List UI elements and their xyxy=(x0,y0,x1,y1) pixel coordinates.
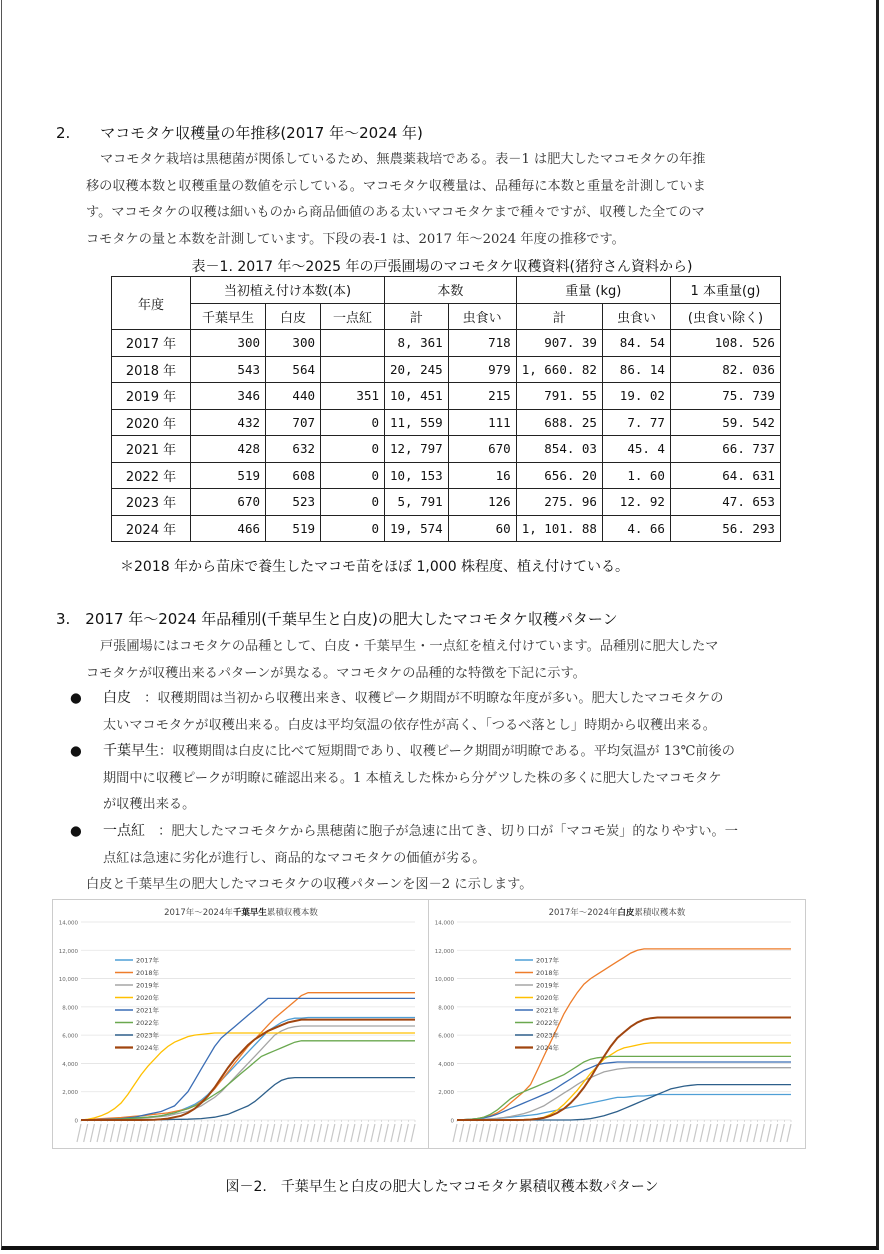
table-cell: 440 xyxy=(266,383,321,410)
table-cell: 718 xyxy=(448,330,516,357)
legend-label: 2023年 xyxy=(136,1031,160,1040)
chart-x-tick-label-mark xyxy=(197,1124,201,1142)
chart-y-tick-label: 2,000 xyxy=(62,1090,78,1097)
chart-x-tick-label-mark xyxy=(714,1124,718,1142)
chart-y-tick-label: 4,000 xyxy=(62,1061,78,1068)
section-3-heading: 3. 2017 年～2024 年品種別(千葉早生と白皮)の肥大したマコモタケ収穫パターン xyxy=(56,610,618,628)
chart-x-tick-label-mark xyxy=(211,1124,215,1142)
chart-y-tick-label: 2,000 xyxy=(438,1090,454,1097)
table-caption: 表－1. 2017 年～2025 年の戸張圃場のマコモタケ収穫資料(猪狩さん資料から) xyxy=(191,259,693,275)
chart-x-tick-label-mark xyxy=(620,1124,624,1142)
chart-y-tick-label: 10,000 xyxy=(434,977,454,984)
chart-chiba xyxy=(52,899,430,1149)
table-cell: 523 xyxy=(266,489,321,516)
table-cell: 0 xyxy=(321,489,385,516)
chart-x-tick-label-mark xyxy=(237,1124,241,1142)
chart-x-tick-label-mark xyxy=(338,1124,342,1142)
chart-x-tick-label-mark xyxy=(460,1124,464,1142)
header-count-bug: 虫食い xyxy=(448,303,516,330)
legend-label: 2024年 xyxy=(536,1043,560,1052)
chart-x-tick-label-mark xyxy=(754,1124,758,1142)
table-cell: 670 xyxy=(191,489,266,516)
legend-label: 2019年 xyxy=(536,981,560,990)
chart-x-tick-label-mark xyxy=(224,1124,228,1142)
chart-x-tick-label-mark xyxy=(184,1124,188,1142)
chart-x-tick-label-mark xyxy=(533,1124,537,1142)
table-row xyxy=(112,436,781,463)
chart-x-tick-label-mark xyxy=(217,1124,221,1142)
chart-x-tick-label-mark xyxy=(667,1124,671,1142)
table-cell: 19, 574 xyxy=(385,515,449,542)
chart-x-tick-label-mark xyxy=(297,1124,301,1142)
table-cell: 432 xyxy=(191,409,266,436)
legend-label: 2019年 xyxy=(136,981,160,990)
chart-x-tick-label-mark xyxy=(553,1124,557,1142)
chart-x-tick-label-mark xyxy=(473,1124,477,1142)
chart-shirakawa-svg xyxy=(429,900,805,1148)
table-cell: 275. 96 xyxy=(516,489,602,516)
chart-x-tick-label-mark xyxy=(740,1124,744,1142)
chart-y-tick-label: 0 xyxy=(74,1118,78,1125)
table-row xyxy=(112,409,781,436)
chart-x-tick-label-mark xyxy=(647,1124,651,1142)
chart-y-tick-label: 10,000 xyxy=(58,977,78,984)
table-cell: 60 xyxy=(448,515,516,542)
chart-x-tick-label-mark xyxy=(251,1124,255,1142)
chart-x-tick-label-mark xyxy=(150,1124,154,1142)
table-cell: 75. 739 xyxy=(670,383,780,410)
chart-x-tick-label-mark xyxy=(244,1124,248,1142)
table-cell: 0 xyxy=(321,409,385,436)
chart-x-tick-label-mark xyxy=(371,1124,375,1142)
header-count: 本数 xyxy=(385,277,517,304)
table-cell: 86. 14 xyxy=(602,356,670,383)
chart-x-tick-label-mark xyxy=(117,1124,121,1142)
table-header-row xyxy=(112,277,781,304)
header-unit-weight: 1 本重量(g) xyxy=(670,277,780,304)
table-cell: 466 xyxy=(191,515,266,542)
chart-x-tick-label-mark xyxy=(130,1124,134,1142)
table-cell: 346 xyxy=(191,383,266,410)
chart-x-tick-label-mark xyxy=(673,1124,677,1142)
chart-y-tick-label: 12,000 xyxy=(58,948,78,955)
chart-x-tick-label-mark xyxy=(171,1124,175,1142)
bullet-sep: ： xyxy=(145,824,172,839)
chart-x-tick-label-mark xyxy=(157,1124,161,1142)
table-cell-year: 2022 年 xyxy=(112,462,191,489)
chart-x-tick-label-mark xyxy=(613,1124,617,1142)
chart-x-tick-label-mark xyxy=(191,1124,195,1142)
bullet-dot: ● xyxy=(70,823,82,839)
chart-x-tick-label-mark xyxy=(104,1124,108,1142)
header-excl: (虫食い除く) xyxy=(670,303,780,330)
chart-series-line xyxy=(81,998,415,1120)
chart-x-tick-label-mark xyxy=(137,1124,141,1142)
section-3-line: 戸張圃場にはコモタケの品種として、白皮・千葉早生・一点紅を植え付けています。品種別に肥大したマ xyxy=(100,639,719,654)
table-cell: 7. 77 xyxy=(602,409,670,436)
bullet-sep: ： xyxy=(159,744,173,759)
table-subheader-row xyxy=(112,303,781,330)
chart-chiba-svg xyxy=(53,900,429,1148)
chart-x-tick-label-mark xyxy=(506,1124,510,1142)
table-cell: 8, 361 xyxy=(385,330,449,357)
table-cell-year: 2017 年 xyxy=(112,330,191,357)
chart-x-tick-label-mark xyxy=(707,1124,711,1142)
legend-label: 2017年 xyxy=(536,956,560,965)
chart-x-tick-label-mark xyxy=(607,1124,611,1142)
legend-label: 2017年 xyxy=(136,956,160,965)
chart-x-tick-label-mark xyxy=(633,1124,637,1142)
chart-y-tick-label: 4,000 xyxy=(438,1061,454,1068)
chart-x-tick-label-mark xyxy=(693,1124,697,1142)
chart-x-tick-label-mark xyxy=(264,1124,268,1142)
table-cell: 979 xyxy=(448,356,516,383)
table-row xyxy=(112,330,781,357)
chart-x-tick-label-mark xyxy=(164,1124,168,1142)
header-year: 年度 xyxy=(112,277,191,330)
table-cell: 10, 153 xyxy=(385,462,449,489)
table-cell: 5, 791 xyxy=(385,489,449,516)
table-cell: 16 xyxy=(448,462,516,489)
section-2-line: 移の収穫本数と収穫重量の数値を示している。マコモタケ収穫量は、品種毎に本数と重量を計測していま xyxy=(86,178,706,194)
section-2-heading: 2. マコモタケ収穫量の年推移(2017 年～2024 年) xyxy=(56,124,423,142)
header-weight-bug: 虫食い xyxy=(602,303,670,330)
header-count-total: 計 xyxy=(385,303,449,330)
chart-x-tick-label-mark xyxy=(358,1124,362,1142)
table-cell: 56. 293 xyxy=(670,515,780,542)
chart-x-tick-label-mark xyxy=(727,1124,731,1142)
chart-shirakawa xyxy=(428,899,806,1149)
chart-x-tick-label-mark xyxy=(547,1124,551,1142)
section-3-line: コモタケが収穫出来るパターンが異なる。マコモタケの品種的な特徴を下記に示す。 xyxy=(86,665,586,681)
chart-x-tick-label-mark xyxy=(331,1124,335,1142)
chart-x-tick-label-mark xyxy=(526,1124,530,1142)
chart-x-tick-label-mark xyxy=(466,1124,470,1142)
chart-title: 2017年～2024年千葉早生累積収穫本数 xyxy=(164,908,318,918)
table-cell: 64. 631 xyxy=(670,462,780,489)
table-cell: 108. 526 xyxy=(670,330,780,357)
header-chiba: 千葉早生 xyxy=(191,303,266,330)
table-row xyxy=(112,383,781,410)
chart-x-tick-label-mark xyxy=(144,1124,148,1142)
chart-series-line xyxy=(457,1095,791,1121)
table-cell-year: 2018 年 xyxy=(112,356,191,383)
table-cell: 4. 66 xyxy=(602,515,670,542)
legend-label: 2018年 xyxy=(536,968,560,977)
legend-label: 2018年 xyxy=(136,968,160,977)
header-weight: 重量 (kg) xyxy=(516,277,670,304)
chart-x-tick-label-mark xyxy=(351,1124,355,1142)
legend-label: 2022年 xyxy=(536,1018,560,1027)
table-cell: 66. 737 xyxy=(670,436,780,463)
chart-x-tick-label-mark xyxy=(767,1124,771,1142)
legend-label: 2021年 xyxy=(136,1006,160,1015)
bullet-item-shirakawa xyxy=(103,685,833,739)
bullet-line: 期間中に収穫ピークが明瞭に確認出来る。1 本植えした株から分ゲツした株の多くに肥大したマコモタケ xyxy=(103,770,722,786)
chart-x-tick-label-mark xyxy=(344,1124,348,1142)
chart-x-tick-label-mark xyxy=(284,1124,288,1142)
table-cell: 656. 20 xyxy=(516,462,602,489)
section-2-paragraph xyxy=(86,147,826,253)
table-cell: 20, 245 xyxy=(385,356,449,383)
bullet-line: 収穫期間は当初から収穫出来き、収穫ピーク期間が不明瞭な年度が多い。肥大したマコモタケの xyxy=(157,691,724,706)
bullet-item-chiba xyxy=(103,738,833,819)
chart-x-tick-label-mark xyxy=(734,1124,738,1142)
bullet-dot: ● xyxy=(70,743,82,759)
bullet-line: 点紅は急速に劣化が進行し、商品的なマコモタケの価値が劣る。 xyxy=(103,850,486,866)
table-cell: 854. 03 xyxy=(516,436,602,463)
chart-x-tick-label-mark xyxy=(324,1124,328,1142)
section-2-line: マコモタケ栽培は黒穂菌が関係しているため、無農薬栽培である。表－1 は肥大したマコモタケの年推 xyxy=(100,152,706,167)
table-cell-year: 2019 年 xyxy=(112,383,191,410)
chart-y-tick-label: 6,000 xyxy=(438,1033,454,1040)
bullet-term: 白皮 xyxy=(103,690,131,706)
chart-x-tick-label-mark xyxy=(411,1124,415,1142)
chart-series-line xyxy=(81,993,415,1120)
chart-series-line xyxy=(457,1062,791,1120)
table-cell: 543 xyxy=(191,356,266,383)
chart-x-tick-label-mark xyxy=(84,1124,88,1142)
legend-label: 2024年 xyxy=(136,1043,160,1052)
bullet-term: 千葉早生 xyxy=(103,743,159,759)
chart-y-tick-label: 6,000 xyxy=(62,1033,78,1040)
chart-x-tick-label-mark xyxy=(760,1124,764,1142)
chart-x-tick-label-mark xyxy=(271,1124,275,1142)
table-row xyxy=(112,462,781,489)
chart-y-tick-label: 14,000 xyxy=(58,920,78,927)
table-cell-year: 2020 年 xyxy=(112,409,191,436)
chart-x-tick-label-mark xyxy=(513,1124,517,1142)
table-cell: 111 xyxy=(448,409,516,436)
bullet-sep: ： xyxy=(131,691,158,706)
table-cell: 608 xyxy=(266,462,321,489)
table-cell: 351 xyxy=(321,383,385,410)
table-cell-year: 2023 年 xyxy=(112,489,191,516)
chart-x-tick-label-mark xyxy=(378,1124,382,1142)
table-cell: 84. 54 xyxy=(602,330,670,357)
header-weight-total: 計 xyxy=(516,303,602,330)
header-shirakawa: 白皮 xyxy=(266,303,321,330)
chart-x-tick-label-mark xyxy=(77,1124,81,1142)
table-row xyxy=(112,515,781,542)
legend-label: 2021年 xyxy=(536,1006,560,1015)
chart-y-tick-label: 8,000 xyxy=(438,1005,454,1012)
bullet-term: 一点紅 xyxy=(103,823,145,839)
table-cell xyxy=(321,356,385,383)
harvest-table xyxy=(111,276,781,542)
table-cell: 82. 036 xyxy=(670,356,780,383)
table-cell: 670 xyxy=(448,436,516,463)
legend-label: 2023年 xyxy=(536,1031,560,1040)
chart-x-tick-label-mark xyxy=(580,1124,584,1142)
legend-label: 2022年 xyxy=(136,1018,160,1027)
chart-x-tick-label-mark xyxy=(177,1124,181,1142)
section-2-line: す。マコモタケの収穫は細いものから商品価値のある太いマコモタケまで種々ですが、収穫した全てのマ xyxy=(86,205,705,220)
table-cell: 10, 451 xyxy=(385,383,449,410)
table-note: ＊2018 年から苗床で養生したマコモ苗をほぼ 1,000 株程度、植え付けている。 xyxy=(120,559,630,575)
table-cell: 519 xyxy=(191,462,266,489)
chart-x-tick-label-mark xyxy=(304,1124,308,1142)
table-cell: 907. 39 xyxy=(516,330,602,357)
chart-x-tick-label-mark xyxy=(404,1124,408,1142)
chart-x-tick-label-mark xyxy=(364,1124,368,1142)
chart-x-tick-label-mark xyxy=(453,1124,457,1142)
chart-x-tick-label-mark xyxy=(231,1124,235,1142)
table-cell: 632 xyxy=(266,436,321,463)
table-cell: 688. 25 xyxy=(516,409,602,436)
chart-x-tick-label-mark xyxy=(391,1124,395,1142)
chart-x-tick-label-mark xyxy=(311,1124,315,1142)
chart-x-tick-label-mark xyxy=(573,1124,577,1142)
chart-x-tick-label-mark xyxy=(600,1124,604,1142)
table-cell: 1, 660. 82 xyxy=(516,356,602,383)
chart-x-tick-label-mark xyxy=(653,1124,657,1142)
bullet-line: 肥大したマコモタケから黒穂菌に胞子が急速に出てき、切り口が「マコモ炭」的なりやすい。一 xyxy=(171,824,738,839)
table-cell: 1, 101. 88 xyxy=(516,515,602,542)
table-cell: 126 xyxy=(448,489,516,516)
table-row xyxy=(112,489,781,516)
chart-x-tick-label-mark xyxy=(520,1124,524,1142)
chart-x-tick-label-mark xyxy=(567,1124,571,1142)
chart-x-tick-label-mark xyxy=(540,1124,544,1142)
table-cell: 707 xyxy=(266,409,321,436)
table-cell: 59. 542 xyxy=(670,409,780,436)
table-cell: 300 xyxy=(191,330,266,357)
table-cell-year: 2021 年 xyxy=(112,436,191,463)
header-itten: 一点紅 xyxy=(321,303,385,330)
table-cell: 564 xyxy=(266,356,321,383)
chart-x-tick-label-mark xyxy=(493,1124,497,1142)
section-3-intro xyxy=(86,634,826,687)
legend-label: 2020年 xyxy=(136,993,160,1002)
chart-x-tick-label-mark xyxy=(317,1124,321,1142)
chart-x-tick-label-mark xyxy=(480,1124,484,1142)
table-cell: 0 xyxy=(321,436,385,463)
chart-x-tick-label-mark xyxy=(90,1124,94,1142)
chart-x-tick-label-mark xyxy=(486,1124,490,1142)
chart-series-line xyxy=(81,1078,415,1120)
chart-x-tick-label-mark xyxy=(587,1124,591,1142)
table-cell: 428 xyxy=(191,436,266,463)
table-cell: 300 xyxy=(266,330,321,357)
table-cell: 215 xyxy=(448,383,516,410)
bullet-line: が収穫出来る。 xyxy=(103,797,196,812)
chart-y-tick-label: 8,000 xyxy=(62,1005,78,1012)
table-cell xyxy=(321,330,385,357)
chart-x-tick-label-mark xyxy=(560,1124,564,1142)
section-2-line: コモタケの量と本数を計測しています。下段の表-1 は、2017 年～2024 年度の推移です。 xyxy=(86,231,625,247)
chart-x-tick-label-mark xyxy=(204,1124,208,1142)
chart-series-line xyxy=(457,1068,791,1120)
chart-y-tick-label: 14,000 xyxy=(434,920,454,927)
bullet-line: 太いマコモタケが収穫出来る。白皮は平均気温の依存性が高く、「つるべ落とし」時期から収穫出来る。 xyxy=(103,717,716,733)
chart-x-tick-label-mark xyxy=(720,1124,724,1142)
chart-x-tick-label-mark xyxy=(291,1124,295,1142)
chart-x-tick-label-mark xyxy=(593,1124,597,1142)
table-cell: 45. 4 xyxy=(602,436,670,463)
table-cell: 519 xyxy=(266,515,321,542)
chart-x-tick-label-mark xyxy=(780,1124,784,1142)
chart-x-tick-label-mark xyxy=(627,1124,631,1142)
chart-x-tick-label-mark xyxy=(257,1124,261,1142)
chart-x-tick-label-mark xyxy=(660,1124,664,1142)
table-cell: 19. 02 xyxy=(602,383,670,410)
chart-x-tick-label-mark xyxy=(124,1124,128,1142)
table-cell: 12. 92 xyxy=(602,489,670,516)
table-row xyxy=(112,356,781,383)
table-cell: 12, 797 xyxy=(385,436,449,463)
header-planted: 当初植え付け本数(本) xyxy=(191,277,385,304)
chart-x-tick-label-mark xyxy=(97,1124,101,1142)
chart-x-tick-label-mark xyxy=(787,1124,791,1142)
figure-caption: 図－2. 千葉早生と白皮の肥大したマコモタケ累積収穫本数パターン xyxy=(225,1179,659,1195)
bullet-line: 収穫期間は白皮に比べて短期間であり、収穫ピーク期間が明瞭である。平均気温が 13℃前後の xyxy=(172,744,735,759)
chart-x-tick-label-mark xyxy=(640,1124,644,1142)
chart-x-tick-label-mark xyxy=(398,1124,402,1142)
chart-y-tick-label: 12,000 xyxy=(434,948,454,955)
table-cell: 0 xyxy=(321,462,385,489)
chart-x-tick-label-mark xyxy=(774,1124,778,1142)
table-cell: 1. 60 xyxy=(602,462,670,489)
bullet-item-itten xyxy=(103,818,833,872)
chart-x-tick-label-mark xyxy=(747,1124,751,1142)
section-3-outro: 白皮と千葉早生の肥大したマコモタケの収穫パターンを図－2 に示します。 xyxy=(86,877,533,892)
table-cell: 47. 653 xyxy=(670,489,780,516)
chart-x-tick-label-mark xyxy=(700,1124,704,1142)
table-cell: 11, 559 xyxy=(385,409,449,436)
chart-title: 2017年～2024年白皮累積収穫本数 xyxy=(548,908,686,918)
table-cell: 791. 55 xyxy=(516,383,602,410)
chart-x-tick-label-mark xyxy=(680,1124,684,1142)
chart-x-tick-label-mark xyxy=(110,1124,114,1142)
chart-x-tick-label-mark xyxy=(500,1124,504,1142)
chart-x-tick-label-mark xyxy=(687,1124,691,1142)
table-cell-year: 2024 年 xyxy=(112,515,191,542)
bullet-dot: ● xyxy=(70,690,82,706)
table-cell: 0 xyxy=(321,515,385,542)
chart-x-tick-label-mark xyxy=(384,1124,388,1142)
chart-x-tick-label-mark xyxy=(277,1124,281,1142)
legend-label: 2020年 xyxy=(536,993,560,1002)
chart-y-tick-label: 0 xyxy=(450,1118,454,1125)
